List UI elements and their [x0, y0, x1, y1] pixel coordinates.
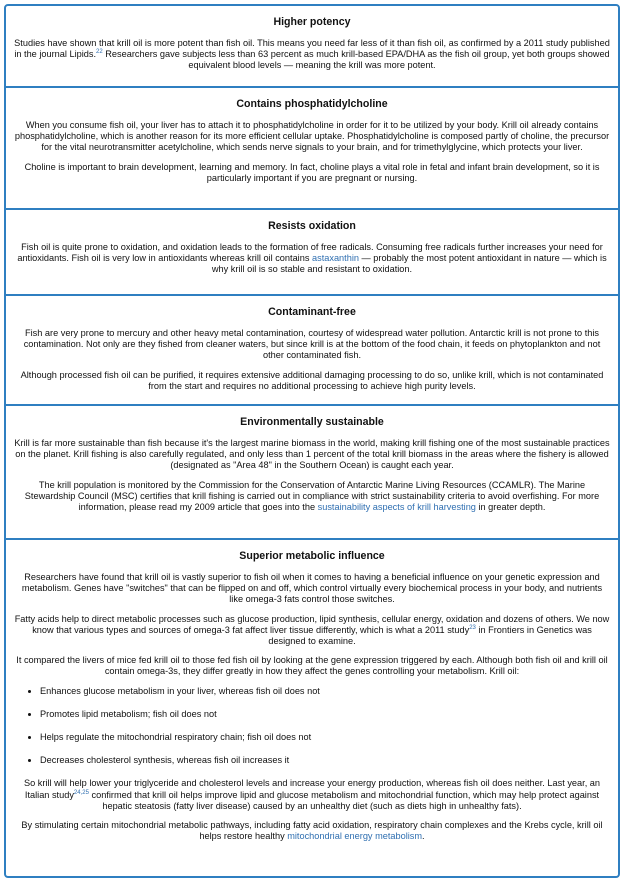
- text: — probably the most potent antioxidant in nature — which is why krill oil is so stable and resistant to oxidation.: [211, 253, 607, 275]
- paragraph: [14, 614, 610, 648]
- text: Researchers gave subjects less than 63 percent as much krill-based EPA/DHA as the fish oil group, yet both groups showed equivalent blood levels — meaning the krill was more potent.: [102, 49, 610, 71]
- citation[interactable]: 23: [469, 624, 476, 631]
- section-title: Contains phosphatidylcholine: [236, 98, 388, 110]
- text: Fatty acids help to direct metabolic processes such as glucose production, lipid synthesis, cellular energy, oxidation and dozens of others. We now know that various types and sources of omega-3 fat affect liver tissue differently, which is what a 2011 study: [14, 613, 610, 635]
- text: By stimulating certain mitochondrial metabolic pathways, including fatty acid oxidation, respiratory chain complexes and the Krebs cycle, krill oil helps restore healthy: [21, 820, 603, 842]
- paragraph: [14, 38, 610, 72]
- text: in greater depth.: [475, 502, 546, 513]
- text: .: [422, 831, 425, 842]
- astaxanthin-link[interactable]: astaxanthin: [311, 253, 359, 264]
- section-title: Superior metabolic influence: [239, 550, 385, 562]
- paragraph: Krill is far more sustainable than fish because it's the largest marine biomass in the world, making krill fishing one of the most sustainable practices on the planet. Krill fishing is also carefully regulated, and only less than 1 percent of the total krill biomass in the areas where the fishery is allowed (designated as "Area 48" in the Southern Ocean) is caught each year.: [14, 438, 610, 471]
- section-phosphatidylcholine: [6, 88, 618, 210]
- section-environmentally-sustainable: [6, 406, 618, 540]
- section-superior-metabolic-influence: [6, 540, 618, 878]
- section-contaminant-free: [6, 296, 618, 406]
- paragraph: Choline is important to brain development, learning and memory. In fact, choline plays a vital role in fetal and infant brain development, so it is particularly important if you are pregnant or nursing.: [24, 161, 600, 183]
- citation[interactable]: 22: [96, 49, 103, 56]
- paragraph: [14, 820, 610, 842]
- paragraph: Fish are very prone to mercury and other heavy metal contamination, courtesy of widespread water pollution. Antarctic krill is not prone to this contamination. Not only are they fished from cleaner waters, but since krill is at the bottom of the food chain, it feeds on phytoplankton and not other contaminated fish.: [23, 328, 601, 361]
- text: confirmed that krill oil helps improve lipid and glucose metabolism and mitochondrial function, which may help protect against hepatic steatosis (fatty liver disease) caused by an unhealthy diet (such as diets high in unhealthy fats).: [88, 789, 600, 811]
- list-item: • Decreases cholesterol synthesis, whereas fish oil increases it: [40, 755, 610, 766]
- text: Studies have shown that krill oil is more potent than fish oil. This means you need far less of it than fish oil, as confirmed by a 2011 study published in the journal Lipids.: [14, 38, 610, 60]
- list-item: • Promotes lipid metabolism; fish oil does not: [40, 709, 610, 720]
- sustainability-link[interactable]: sustainability aspects of krill harvesting: [317, 502, 476, 513]
- section-title: Resists oxidation: [268, 220, 356, 232]
- list-item: • Helps regulate the mitochondrial respiratory chain; fish oil does not: [40, 732, 610, 743]
- section-title: Environmentally sustainable: [240, 416, 384, 428]
- paragraph: Researchers have found that krill oil is vastly superior to fish oil when it comes to having a beneficial influence on your genetic expression and metabolism. Genes have "switches" that can be flipped on and off, which control virtually every biochemical process in your body, and nutrients like omega-3 fats control those switches.: [21, 572, 603, 605]
- paragraph: It compared the livers of mice fed krill oil to those fed fish oil by looking at the gene expression triggered by each. Although both fish oil and krill oil contain omega-3s, they differ greatly in how they affect the genes controlling your metabolism. Krill oil:: [16, 655, 608, 677]
- section-higher-potency: [6, 6, 618, 88]
- paragraph: [14, 242, 610, 276]
- text: in Frontiers in Genetics was designed to examine.: [268, 624, 592, 647]
- text: The krill population is monitored by the Commission for the Conservation of Antarctic Marine Living Resources (CCAMLR). The Marine Stewardship Council (MSC) certifies that krill fishing is carried out in compliance with strict sustainability criteria to avoid overfishing. For more information, please read my 2009 article that goes into the: [24, 479, 600, 513]
- krill-oil-benefits-list: [14, 686, 610, 767]
- text: So krill will help lower your triglyceride and cholesterol levels and increase your energy production, whereas fish oil does neither. Last year, an Italian study: [23, 778, 601, 800]
- paragraph: Although processed fish oil can be purified, it requires extensive additional damaging processing to do so, unlike krill, which is not contaminated from the start and requires no additional processing to achieve high purity levels.: [20, 369, 604, 391]
- section-resists-oxidation: [6, 210, 618, 296]
- paragraph: When you consume fish oil, your liver has to attach it to phosphatidylcholine in order for it to be utilized by your body. Krill oil already contains phosphatidylcholine, which is another reason for its more efficient cellular uptake. Phosphatidylcholine is composed partly of choline, the precursor for the vital neurotransmitter acetylcholine, which sends nerve signals to your brain, and for trimethylglycine, which protects your liver.: [14, 120, 610, 153]
- citation[interactable]: 24,25: [73, 789, 89, 796]
- article-box: [4, 4, 620, 878]
- list-item: • Enhances glucose metabolism in your liver, whereas fish oil does not: [40, 686, 610, 697]
- paragraph: [14, 778, 610, 812]
- section-title: Contaminant-free: [268, 306, 356, 318]
- section-title: Higher potency: [273, 16, 351, 28]
- mitochondrial-energy-link[interactable]: mitochondrial energy metabolism: [287, 831, 423, 842]
- paragraph: [14, 480, 610, 514]
- text: Fish oil is quite prone to oxidation, and oxidation leads to the formation of free radicals. Consuming free radicals further increases your need for antioxidants. Fish oil is very low in antioxidants whereas krill oil contains: [17, 242, 603, 264]
